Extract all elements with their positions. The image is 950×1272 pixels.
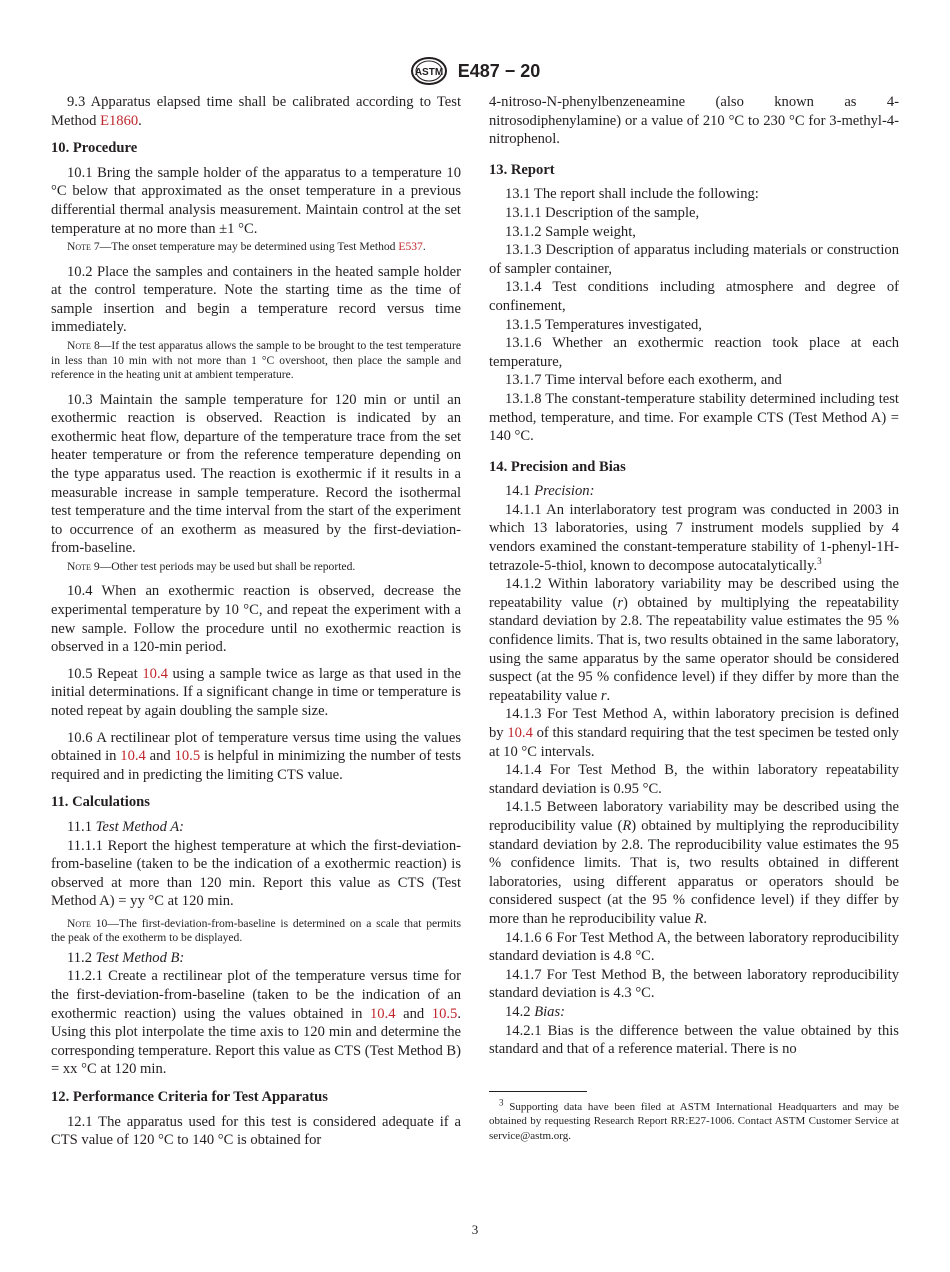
ref-link[interactable]: 10.4 xyxy=(507,725,533,741)
para-9-3: 9.3 Apparatus elapsed time shall be calibrated according to Test Method E1860. xyxy=(51,94,461,129)
para-13-1-5: 13.1.5 Temperatures investigated, xyxy=(505,316,702,333)
para-11-2-1: 11.2.1 Create a rectilinear plot of the temperature versus time for the first-deviation-from-baseline (taken to be the indication of an exothermic reaction) using the values obtained in 10.4 and 10.5. Using this plot interpolate the time axis to 120 min and determine the corresponding temperature. Report this value as CTS (Test Method B) = xx °C at 120 min. xyxy=(51,968,461,1078)
para-11-1: 11.1 Test Method A: xyxy=(67,818,185,835)
heading-11: 11. Calculations xyxy=(51,794,150,811)
heading-10: 10. Procedure xyxy=(51,140,138,157)
heading-14: 14. Precision and Bias xyxy=(489,458,626,475)
right-column xyxy=(489,93,899,1143)
ref-link[interactable]: 10.4 xyxy=(369,1005,396,1022)
ref-link[interactable]: 10.5 xyxy=(174,748,201,765)
para-10-5: 10.5 Repeat 10.4 using a sample twice as large as that used in the initial determinations. If a significant change in time or temperature is noted repeat by again doubling the sample size. xyxy=(51,665,461,719)
para-13-1-4: 13.1.4 Test conditions including atmosphere and degree of confinement, xyxy=(489,279,899,314)
para-14-1-7: 14.1.7 For Test Method B, the between laboratory reproducibility standard deviation is 4.3 °C. xyxy=(489,966,899,1002)
page-number: 3 xyxy=(471,1222,479,1237)
logo-text: ASTM xyxy=(414,67,443,78)
note-8: Note 8—If the test apparatus allows the sample to be brought to the test temperature in less than 10 min with not more than 1 °C overshoot, then place the sample and reference in the heating unit at ambient temperature. xyxy=(51,339,461,382)
heading-12: 12. Performance Criteria for Test Apparatus xyxy=(51,1089,328,1106)
ref-link[interactable]: 10.4 xyxy=(120,748,146,765)
astm-logo-icon xyxy=(410,56,448,86)
para-13-1-2: 13.1.2 Sample weight, xyxy=(505,223,636,240)
para-13-1-7: 13.1.7 Time interval before each exotherm, and xyxy=(505,372,782,389)
ref-link[interactable]: 10.5 xyxy=(431,1005,458,1022)
footnote-divider xyxy=(489,1091,587,1092)
footnote-3: $^3$ Supporting data have been filed at ASTM International Headquarters and may be obtained by requesting Research Report RR:E27-1006. Contact ASTM Customer Service at service@astm.org. xyxy=(489,1097,899,1142)
left-column xyxy=(51,93,461,1150)
para-13-1-6: 13.1.6 Whether an exothermic reaction took place at each temperature, xyxy=(489,335,899,370)
para-14-1-5: 14.1.5 Between laboratory variability may be described using the reproducibility value (R) obtained by multiplying the reproducibility standard deviation by 2.8. The reproducibility value estimates the 95 % confidence limits. That is, two results obtained in different laboratories, using different apparatus or operators should be considered suspect (at the 95 % confidence level) if they differ by more than he reproducibility value R. xyxy=(489,799,899,927)
ref-link[interactable]: 10.4 xyxy=(142,665,168,682)
footnote-ref[interactable]: 3 xyxy=(817,555,822,566)
para-13-1-8: 13.1.8 The constant-temperature stability determined including test method, temperature, and time. For example CTS (Test Method A) = 140 °C. xyxy=(489,390,899,445)
para-10-3: 10.3 Maintain the sample temperature for 120 min or until an exothermic reaction is observed. Reaction is indicated by an exothermic heat flow, departure of the temperature trace from the set heater temperature or from the reference temperature depending on the type apparatus used. The reaction is exothermic if it results in a measurable increase in sample temperature. Record the isothermal test temperature and the time interval from the start of the experiment to occurrence of an exotherm as measured by the first-deviation-from-baseline. xyxy=(51,391,461,557)
note-7: Note 7—The onset temperature may be determined using Test Method E537. xyxy=(67,240,426,254)
para-14-1-2: 14.1.2 Within laboratory variability may be described using the repeatability value (r) obtained by multiplying the repeatability standard deviation by 2.8. The repeatability value estimates the 95 % confidence limits. That is, two results obtained in the same laboratory, using the same apparatus by the same operator should be considered suspect (at the 95 % confidence level) if they differ by more than the repeatability value r. xyxy=(489,576,899,704)
note-9: Note 9—Other test periods may be used but shall be reported. xyxy=(67,559,356,573)
para-10-6: 10.6 A rectilinear plot of temperature versus time using the values obtained in 10.4 and 10.5 is helpful in minimizing the number of tests required and in predicting the limiting CTS value. xyxy=(51,729,462,783)
para-10-1: 10.1 Bring the sample holder of the apparatus to a temperature 10 °C below that approximated as the onset temperature in a previous differential thermal analysis measurement. Maintain control at the set temperature at no more than ±1 °C. xyxy=(51,164,461,237)
para-14-1-3: 14.1.3 For Test Method A, within laboratory precision is defined by 10.4 of this standard requiring that the test specimen be tested only at 10 °C intervals. xyxy=(489,706,899,760)
para-13-1: 13.1 The report shall include the following: xyxy=(505,186,759,203)
para-10-2: 10.2 Place the samples and containers in the heated sample holder at the control temperature. Note the starting time as the time of sample insertion and begin a temperature record versus time immediately. xyxy=(51,263,461,336)
para-14-1-6: 14.1.6 6 For Test Method A, the between laboratory reproducibility standard deviation is 4.8 °C. xyxy=(489,929,899,965)
para-13-1-1: 13.1.1 Description of the sample, xyxy=(505,204,700,221)
para-12-1: 12.1 The apparatus used for this test is considered adequate if a CTS value of 120 °C to 140 °C is obtained for xyxy=(51,1113,461,1149)
para-13-1-3: 13.1.3 Description of apparatus including materials or construction of sampler container, xyxy=(489,242,899,277)
para-11-2: 11.2 Test Method B: xyxy=(67,949,185,966)
ref-link[interactable]: E1860 xyxy=(100,112,139,129)
para-11-1-1: 11.1.1 Report the highest temperature at which the first-deviation-from-baseline (taken to be the indication of a exothermic reaction) is observed at more than 120 min. Report this value as CTS (Test Method A) = yy °C at 120 min. xyxy=(51,837,461,910)
note-10: Note 10—The first-deviation-from-baseline is determined on a scale that permits the peak of the exotherm to be displayed. xyxy=(51,916,461,945)
para-14-1: 14.1 Precision: xyxy=(505,483,595,500)
para-14-1-4: 14.1.4 For Test Method B, the within laboratory repeatability standard deviation is 0.95 °C. xyxy=(489,762,899,797)
ref-link[interactable]: E537 xyxy=(398,240,423,254)
page-header xyxy=(0,56,950,86)
para-12-1-cont: 4-nitroso-N-phenylbenzeneamine (also known as 4-nitrosodiphenylamine) or a value of 210 °C to 230 °C for 3-methyl-4-nitrophenol. xyxy=(489,94,899,148)
heading-13: 13. Report xyxy=(489,161,555,178)
para-14-2: 14.2 Bias: xyxy=(505,1003,565,1020)
para-14-2-1: 14.2.1 Bias is the difference between the value obtained by this standard and that of a reference material. There is no xyxy=(489,1022,899,1058)
para-10-4: 10.4 When an exothermic reaction is observed, decrease the experimental temperature by 10 °C, and repeat the experiment with a new sample. Follow the procedure until no exothermic reaction is observed in a 120-min period. xyxy=(51,583,461,656)
para-14-1-1: 14.1.1 An interlaboratory test program was conducted in 2003 in which 13 laboratories, using 7 instrument models supplied by 4 vendors examined the constant-temperature stability of 1-phenyl-1H-tetrazole-5-thiol, known to decompose autocatalytically.$^3$ xyxy=(489,501,899,574)
designation: E487 − 20 xyxy=(457,60,541,81)
